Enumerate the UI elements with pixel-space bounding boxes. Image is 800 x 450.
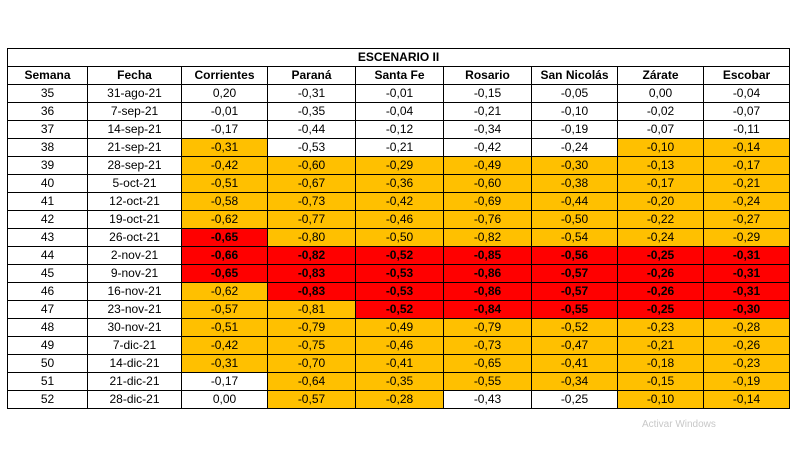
value-cell: -0,28 — [704, 319, 790, 337]
value-cell: -0,50 — [356, 229, 444, 247]
value-cell: -0,52 — [356, 247, 444, 265]
fecha-cell: 19-oct-21 — [88, 211, 182, 229]
fecha-cell: 16-nov-21 — [88, 283, 182, 301]
column-header: Paraná — [268, 67, 356, 85]
value-cell: -0,24 — [532, 139, 618, 157]
value-cell: -0,42 — [182, 157, 268, 175]
table-row — [8, 265, 790, 283]
fecha-cell: 30-nov-21 — [88, 319, 182, 337]
value-cell: -0,57 — [268, 391, 356, 409]
value-cell: -0,62 — [182, 283, 268, 301]
table-row — [8, 103, 790, 121]
value-cell: -0,60 — [444, 175, 532, 193]
value-cell: -0,02 — [618, 103, 704, 121]
value-cell: -0,53 — [268, 139, 356, 157]
semana-cell: 35 — [8, 85, 88, 103]
value-cell: -0,57 — [182, 301, 268, 319]
value-cell: -0,17 — [182, 121, 268, 139]
value-cell: -0,52 — [356, 301, 444, 319]
column-header: Rosario — [444, 67, 532, 85]
table-row — [8, 139, 790, 157]
value-cell: -0,17 — [182, 373, 268, 391]
value-cell: -0,65 — [444, 355, 532, 373]
value-cell: -0,86 — [444, 283, 532, 301]
value-cell: -0,17 — [704, 157, 790, 175]
value-cell: -0,31 — [182, 139, 268, 157]
semana-cell: 43 — [8, 229, 88, 247]
value-cell: -0,26 — [618, 265, 704, 283]
table-row — [8, 247, 790, 265]
table-row — [8, 283, 790, 301]
value-cell: -0,21 — [444, 103, 532, 121]
value-cell: -0,44 — [268, 121, 356, 139]
value-cell: -0,01 — [356, 85, 444, 103]
semana-cell: 37 — [8, 121, 88, 139]
header-row — [8, 67, 790, 85]
value-cell: -0,79 — [268, 319, 356, 337]
value-cell: -0,66 — [182, 247, 268, 265]
value-cell: -0,30 — [532, 157, 618, 175]
value-cell: -0,24 — [704, 193, 790, 211]
table-row — [8, 121, 790, 139]
fecha-cell: 31-ago-21 — [88, 85, 182, 103]
value-cell: -0,21 — [704, 175, 790, 193]
value-cell: -0,76 — [444, 211, 532, 229]
fecha-cell: 12-oct-21 — [88, 193, 182, 211]
value-cell: -0,83 — [268, 265, 356, 283]
value-cell: -0,42 — [356, 193, 444, 211]
value-cell: -0,85 — [444, 247, 532, 265]
semana-cell: 41 — [8, 193, 88, 211]
value-cell: -0,14 — [704, 391, 790, 409]
value-cell: 0,00 — [182, 391, 268, 409]
value-cell: -0,58 — [182, 193, 268, 211]
table-row — [8, 229, 790, 247]
semana-cell: 52 — [8, 391, 88, 409]
semana-cell: 40 — [8, 175, 88, 193]
value-cell: -0,38 — [532, 175, 618, 193]
value-cell: -0,15 — [618, 373, 704, 391]
fecha-cell: 2-nov-21 — [88, 247, 182, 265]
value-cell: -0,04 — [704, 85, 790, 103]
value-cell: -0,35 — [356, 373, 444, 391]
value-cell: -0,31 — [268, 85, 356, 103]
value-cell: -0,26 — [704, 337, 790, 355]
value-cell: -0,05 — [532, 85, 618, 103]
semana-cell: 47 — [8, 301, 88, 319]
value-cell: -0,36 — [356, 175, 444, 193]
scenario-table — [7, 48, 790, 409]
value-cell: -0,15 — [444, 85, 532, 103]
value-cell: -0,26 — [618, 283, 704, 301]
value-cell: -0,65 — [182, 265, 268, 283]
value-cell: -0,21 — [356, 139, 444, 157]
value-cell: -0,73 — [444, 337, 532, 355]
value-cell: -0,41 — [532, 355, 618, 373]
value-cell: -0,21 — [618, 337, 704, 355]
value-cell: -0,29 — [704, 229, 790, 247]
table-row — [8, 211, 790, 229]
value-cell: -0,17 — [618, 175, 704, 193]
value-cell: -0,14 — [704, 139, 790, 157]
value-cell: -0,31 — [704, 265, 790, 283]
value-cell: -0,23 — [618, 319, 704, 337]
fecha-cell: 5-oct-21 — [88, 175, 182, 193]
table-row — [8, 355, 790, 373]
column-header: Fecha — [88, 67, 182, 85]
semana-cell: 49 — [8, 337, 88, 355]
value-cell: -0,12 — [356, 121, 444, 139]
value-cell: -0,54 — [532, 229, 618, 247]
value-cell: -0,49 — [356, 319, 444, 337]
fecha-cell: 28-dic-21 — [88, 391, 182, 409]
fecha-cell: 21-dic-21 — [88, 373, 182, 391]
value-cell: -0,75 — [268, 337, 356, 355]
value-cell: -0,25 — [618, 301, 704, 319]
value-cell: -0,10 — [618, 139, 704, 157]
semana-cell: 38 — [8, 139, 88, 157]
value-cell: -0,46 — [356, 337, 444, 355]
semana-cell: 46 — [8, 283, 88, 301]
value-cell: -0,10 — [618, 391, 704, 409]
table-row — [8, 337, 790, 355]
value-cell: -0,25 — [532, 391, 618, 409]
value-cell: -0,10 — [532, 103, 618, 121]
semana-cell: 36 — [8, 103, 88, 121]
fecha-cell: 23-nov-21 — [88, 301, 182, 319]
value-cell: -0,51 — [182, 175, 268, 193]
table-row — [8, 175, 790, 193]
value-cell: -0,55 — [532, 301, 618, 319]
semana-cell: 44 — [8, 247, 88, 265]
column-header: Corrientes — [182, 67, 268, 85]
value-cell: -0,60 — [268, 157, 356, 175]
value-cell: -0,86 — [444, 265, 532, 283]
table-row — [8, 373, 790, 391]
value-cell: -0,53 — [356, 283, 444, 301]
value-cell: -0,69 — [444, 193, 532, 211]
value-cell: -0,20 — [618, 193, 704, 211]
value-cell: -0,42 — [182, 337, 268, 355]
value-cell: -0,82 — [444, 229, 532, 247]
value-cell: -0,43 — [444, 391, 532, 409]
value-cell: -0,70 — [268, 355, 356, 373]
fecha-cell: 21-sep-21 — [88, 139, 182, 157]
value-cell: -0,83 — [268, 283, 356, 301]
value-cell: -0,50 — [532, 211, 618, 229]
semana-cell: 45 — [8, 265, 88, 283]
value-cell: -0,07 — [704, 103, 790, 121]
value-cell: -0,13 — [618, 157, 704, 175]
semana-cell: 42 — [8, 211, 88, 229]
column-header: Zárate — [618, 67, 704, 85]
value-cell: -0,67 — [268, 175, 356, 193]
fecha-cell: 28-sep-21 — [88, 157, 182, 175]
table-title: ESCENARIO II — [8, 49, 790, 67]
value-cell: -0,73 — [268, 193, 356, 211]
value-cell: -0,77 — [268, 211, 356, 229]
value-cell: -0,27 — [704, 211, 790, 229]
value-cell: -0,29 — [356, 157, 444, 175]
semana-cell: 48 — [8, 319, 88, 337]
value-cell: -0,01 — [182, 103, 268, 121]
fecha-cell: 7-sep-21 — [88, 103, 182, 121]
value-cell: -0,22 — [618, 211, 704, 229]
value-cell: -0,80 — [268, 229, 356, 247]
value-cell: -0,23 — [704, 355, 790, 373]
value-cell: -0,07 — [618, 121, 704, 139]
table-row — [8, 193, 790, 211]
value-cell: -0,31 — [704, 283, 790, 301]
value-cell: -0,57 — [532, 265, 618, 283]
value-cell: -0,31 — [704, 247, 790, 265]
table-body — [8, 85, 790, 409]
table-row — [8, 301, 790, 319]
value-cell: -0,30 — [704, 301, 790, 319]
value-cell: -0,44 — [532, 193, 618, 211]
value-cell: -0,51 — [182, 319, 268, 337]
value-cell: -0,84 — [444, 301, 532, 319]
value-cell: -0,19 — [532, 121, 618, 139]
watermark-text: Activar Windows — [642, 419, 716, 430]
value-cell: -0,81 — [268, 301, 356, 319]
column-header: Semana — [8, 67, 88, 85]
value-cell: -0,65 — [182, 229, 268, 247]
value-cell: -0,18 — [618, 355, 704, 373]
value-cell: -0,52 — [532, 319, 618, 337]
value-cell: -0,19 — [704, 373, 790, 391]
value-cell: -0,64 — [268, 373, 356, 391]
fecha-cell: 26-oct-21 — [88, 229, 182, 247]
value-cell: -0,82 — [268, 247, 356, 265]
value-cell: -0,79 — [444, 319, 532, 337]
fecha-cell: 14-sep-21 — [88, 121, 182, 139]
value-cell: -0,31 — [182, 355, 268, 373]
table-row — [8, 391, 790, 409]
semana-cell: 39 — [8, 157, 88, 175]
semana-cell: 51 — [8, 373, 88, 391]
value-cell: -0,25 — [618, 247, 704, 265]
table-row — [8, 157, 790, 175]
column-header: San Nicolás — [532, 67, 618, 85]
semana-cell: 50 — [8, 355, 88, 373]
value-cell: -0,46 — [356, 211, 444, 229]
column-header: Santa Fe — [356, 67, 444, 85]
fecha-cell: 7-dic-21 — [88, 337, 182, 355]
value-cell: -0,34 — [532, 373, 618, 391]
value-cell: -0,04 — [356, 103, 444, 121]
value-cell: -0,53 — [356, 265, 444, 283]
value-cell: -0,34 — [444, 121, 532, 139]
value-cell: -0,57 — [532, 283, 618, 301]
table-row — [8, 85, 790, 103]
value-cell: -0,11 — [704, 121, 790, 139]
column-header: Escobar — [704, 67, 790, 85]
value-cell: -0,24 — [618, 229, 704, 247]
value-cell: 0,20 — [182, 85, 268, 103]
value-cell: -0,49 — [444, 157, 532, 175]
value-cell: -0,55 — [444, 373, 532, 391]
value-cell: -0,28 — [356, 391, 444, 409]
value-cell: -0,47 — [532, 337, 618, 355]
value-cell: -0,35 — [268, 103, 356, 121]
fecha-cell: 14-dic-21 — [88, 355, 182, 373]
fecha-cell: 9-nov-21 — [88, 265, 182, 283]
value-cell: -0,42 — [444, 139, 532, 157]
value-cell: -0,62 — [182, 211, 268, 229]
value-cell: -0,56 — [532, 247, 618, 265]
table-row — [8, 319, 790, 337]
value-cell: 0,00 — [618, 85, 704, 103]
value-cell: -0,41 — [356, 355, 444, 373]
